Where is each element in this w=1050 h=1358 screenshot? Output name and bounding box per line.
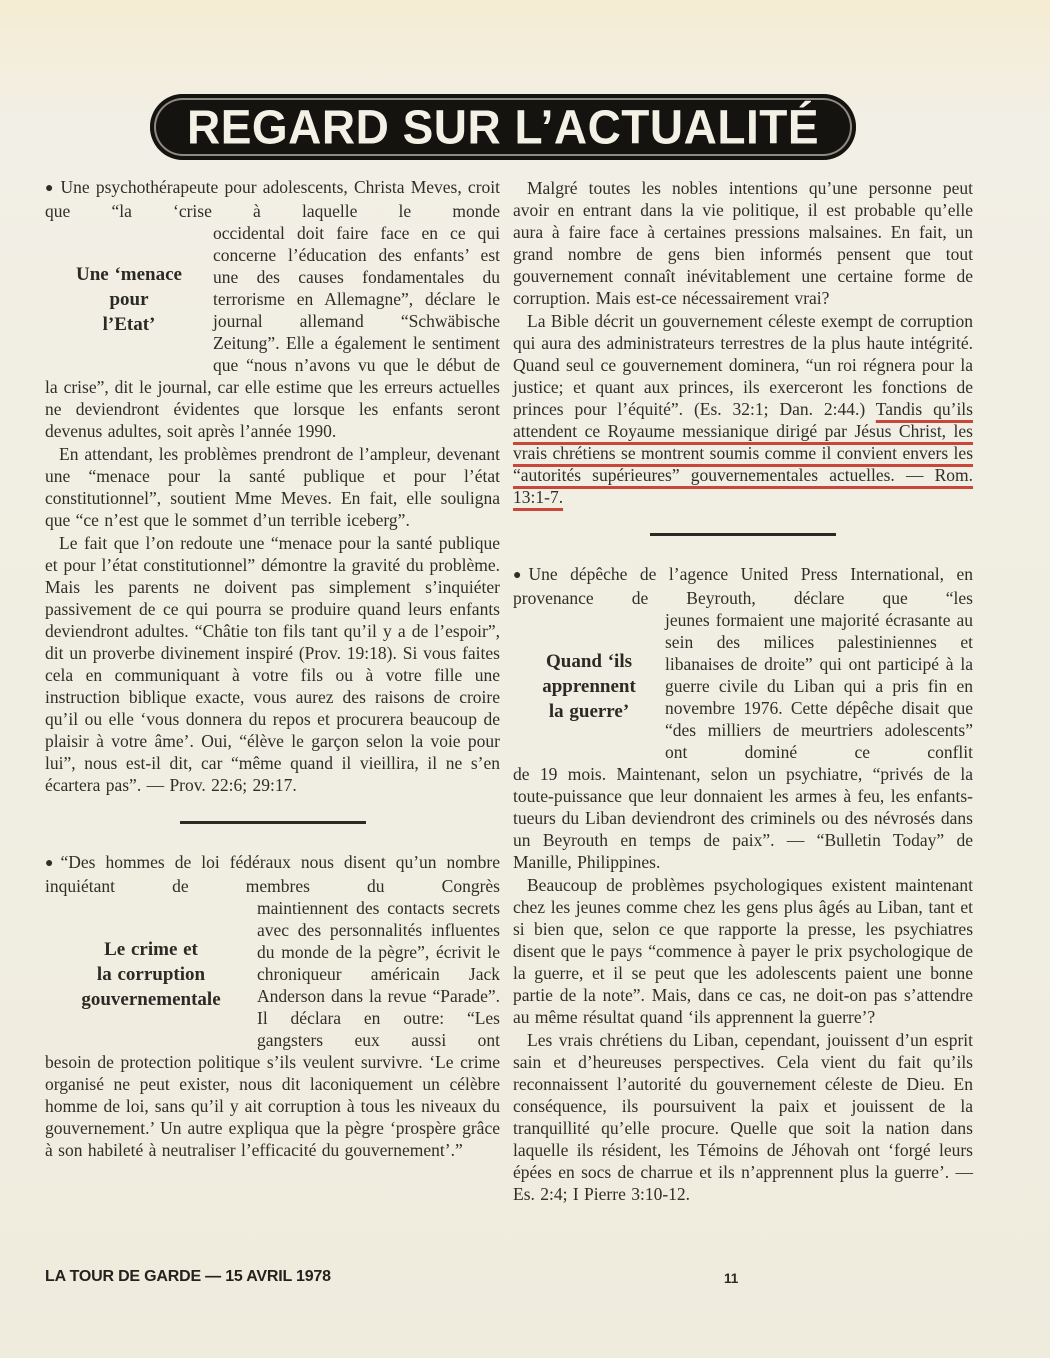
- page-title: REGARD SUR L’ACTUALITÉ: [187, 99, 819, 155]
- aside-heading-line: l’Etat’: [102, 313, 156, 335]
- footer-journal-name: LA TOUR DE GARDE — 15 AVRIL 1978: [45, 1268, 331, 1285]
- aside-heading-line: Le crime et: [104, 938, 198, 960]
- news-item-intro: [513, 563, 973, 609]
- paragraph: Le fait que l’on redoute une “menace pour la santé publique et pour l’état constitutionnel” démontre la gravité du problème. Mais les parents ne doivent pas simplement s’inquiéter passivement de ce qui pourra se produire quand leurs enfants deviendront adultes. “Châtie ton fils tant qu’il y a de l’espoir”, dit un proverbe divinement inspiré (Prov. 19:18). Si vous faites cela en communiquant à votre fils ou à votre fille une instruction biblique exacte, vous aurez des raisons de croire qu’il ou elle ‘vous donnera du repos et procurera beaucoup de plaisir à votre âme’. Oui, “élève le garçon selon la voie pour lui”, nous est-il dit, car “même quand il vieillira, il ne s’en écartera pas”. — Prov. 22:6; 29:17.: [45, 533, 500, 795]
- column-left: [45, 176, 500, 1205]
- news-item-intro: [45, 851, 500, 897]
- paragraph: besoin de protection politique s’ils veulent survivre. ‘Le crime organisé ne peut exister, nous dit laconiquement un célèbre homme de loi, sans qu’il y ait corruption à tous les niveaux du gouvernement.’ Un autre expliqua que la pègre ‘prospère grâce à son habileté à neutraliser l’efficacité du gouvernement’.”: [45, 1052, 500, 1160]
- section-divider: [650, 533, 836, 536]
- column-right: [513, 176, 973, 1205]
- header-banner: [150, 94, 856, 160]
- wrapped-text: occidental doit faire face en ce qui concerne l’éducation des enfants’ est une des causes fondamentales du terrorisme en Allemagne”, déclare le journal allemand “Schwäbische Zeitung”. Elle a également le sentiment que “nous n’avons vu que le début de: [213, 223, 500, 375]
- red-underlined-text: Tandis qu’ils attendent ce Royaume messianique dirigé par Jésus Christ, les vrais chrétiens se montrent soumis comme il convient envers les “autorités supérieures” gouvernementales actuelles. — Rom. 13:1-7.: [513, 399, 973, 507]
- paragraph: de 19 mois. Maintenant, selon un psychiatre, “privés de la toute-puissance que leur donnaient les armes à feu, les enfants-tueurs du Liban deviendront des criminels ou des névrosés dans un Beyrouth en temps de paix”. — “Bulletin Today” de Manille, Philippines.: [513, 764, 973, 872]
- text-columns: [45, 176, 973, 1205]
- wrap-row: [45, 222, 500, 376]
- bullet-icon: ●: [45, 181, 54, 196]
- paragraph: En attendant, les problèmes prendront de l’ampleur, devenant une “menace pour la santé publique et pour l’état constitutionnel”, soutient Mme Meves. En fait, elle souligna que “ce n’est que le sommet d’un terrible iceberg”.: [45, 444, 500, 530]
- paragraph: Beaucoup de problèmes psychologiques existent maintenant chez les jeunes comme chez les gens plus âgés au Liban, tant et si bien que, selon ce que rapporte la presse, les psychiatres disent que le pays “commence à payer le prix psychologique de la guerre, et il se peut que les adolescents paient une bonne partie de la note”. Mais, dans ce cas, ne doit-on pas s’attendre au même résultat quand ‘ils apprennent la guerre’?: [513, 875, 973, 1027]
- aside-heading-menace-etat: [45, 222, 213, 376]
- news-item-intro-text: Une psychothérapeute pour adolescents, Christa Meves, croit que “la ‘crise à laquelle le monde: [45, 177, 500, 221]
- footer-page-number: 11: [724, 1271, 739, 1286]
- aside-heading-line: la guerre’: [548, 700, 630, 722]
- section-divider: [180, 821, 366, 824]
- wrapped-text: jeunes formaient une majorité écrasante au sein des milices palestiniennes et libanaises de droite” qui ont participé à la guerre civile du Liban qui a pris fin en novembre 1976. Cette dépêche disait que “des milliers de meurtriers adolescents” ont dominé ce conflit: [665, 610, 973, 762]
- wrap-row: [45, 897, 500, 1051]
- news-item-intro: [45, 176, 500, 222]
- wrap-row: [513, 609, 973, 763]
- aside-heading-apprennent-guerre: [513, 609, 665, 763]
- aside-heading-line: gouvernementale: [81, 988, 221, 1010]
- paragraph: Malgré toutes les nobles intentions qu’une personne peut avoir en entrant dans la vie politique, il est probable qu’elle aura à faire face à certaines pressions malsaines. En fait, un grand nombre de gens bien informés pensent que tout gouvernement connaît inévitablement une certaine forme de corruption. Mais est-ce nécessairement vrai?: [513, 178, 973, 308]
- paragraph: Les vrais chrétiens du Liban, cependant, jouissent d’un esprit sain et d’heureuses perspectives. Cela vient du fait qu’ils reconnaissent l’autorité du gouvernement céleste de Dieu. En conséquence, ils poursuivent la paix et jouissent de la tranquillité qu’elle procure. Quelle que soit la nation dans laquelle ils résident, les Témoins de Jéhovah ont ‘forgé leurs épées en socs de charrue et ils n’apprennent plus la guerre’. — Es. 2:4; I Pierre 3:10-12.: [513, 1030, 973, 1204]
- aside-heading-line: pour: [109, 288, 149, 310]
- aside-heading-line: apprennent: [542, 675, 636, 697]
- news-item-intro-text: Une dépêche de l’agence United Press International, en provenance de Beyrouth, déclare que “les: [513, 564, 973, 608]
- paragraph: la crise”, dit le journal, car elle estime que les erreurs actuelles ne deviendront évidentes que lorsque les enfants seront devenus adultes, soit après l’année 1990.: [45, 377, 500, 441]
- paragraph-with-underline: [513, 310, 973, 508]
- aside-heading-line: Une ‘menace: [76, 263, 182, 285]
- aside-heading-line: Quand ‘ils: [545, 650, 632, 672]
- aside-heading-line: la corruption: [96, 963, 206, 985]
- bullet-icon: ●: [513, 568, 522, 583]
- news-item-intro-text: “Des hommes de loi fédéraux nous disent qu’un nombre inquiétant de membres du Congrès: [45, 852, 500, 896]
- wrapped-text: maintiennent des contacts secrets avec des personnalités influentes du monde de la pègre”, écrivit le chroniqueur américain Jack Anderson dans la revue “Parade”. Il déclara en outre: “Les gangsters eux aussi ont: [257, 898, 500, 1050]
- paragraph-text: La Bible décrit un gouvernement céleste exempt de corruption qui aura des administrateurs terrestres de la plus haute intégrité. Quand seul ce gouvernement dominera, “un roi régnera pour la justice; et quant aux princes, ils exerceront les fonctions de princes pour l’équité”. (Es. 32:1; Dan. 2:44.): [513, 311, 973, 419]
- bullet-icon: ●: [45, 856, 54, 871]
- aside-heading-crime-corruption: [45, 897, 257, 1051]
